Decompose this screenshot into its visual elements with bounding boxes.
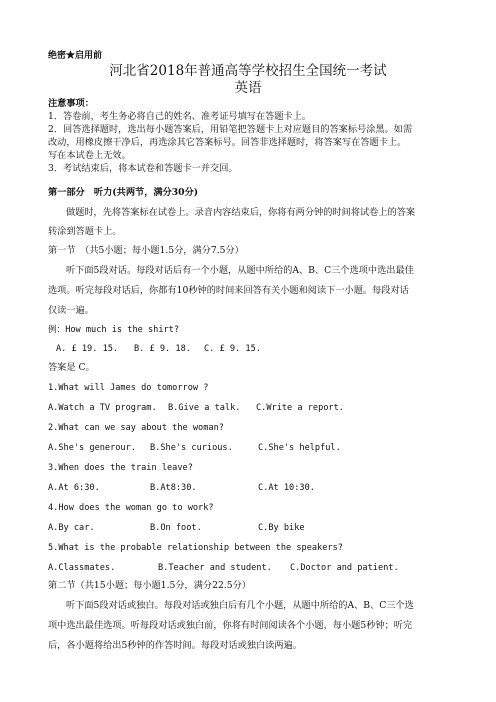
question: 2.What can we say about the woman? xyxy=(48,423,224,433)
option: B. £ 9. 18. xyxy=(134,344,191,354)
section1-instructions: 听下面5段对话。每段对话后有一个小题，从题中所给的A、B、C三个选项中选出最佳 xyxy=(66,265,414,276)
question: 4.How does the woman go to work? xyxy=(48,503,214,513)
notice-item: 改动，用橡皮擦干净后，再选涂其它答案标号。回答非选择题时，将答案写在答题卡上。 xyxy=(48,137,407,148)
section2-heading: 第二节（共15小题；每小题1.5分，满分22.5分） xyxy=(48,580,251,591)
notice-item: 3．考试结束后，将本试卷和答题卡一并交回。 xyxy=(48,163,238,174)
notice-item: 1．答卷前，考生务必将自己的姓名、准考证号填写在答题卡上。 xyxy=(48,111,312,122)
option: C.She's helpful. xyxy=(258,443,341,453)
section1-instructions: 仅读一遍。 xyxy=(48,305,94,316)
option: B.On foot. xyxy=(150,523,202,533)
notice-heading: 注意事项： xyxy=(48,98,94,109)
confidential-label: 绝密★启用前 xyxy=(48,51,103,61)
option: A.Watch a TV program. xyxy=(48,403,157,413)
option: B.Give a talk. xyxy=(168,403,241,413)
notice-item: 2．回答选择题时，选出每小题答案后，用铅笔把答题卡上对应题目的答案标号涂黑。如需 xyxy=(48,124,413,135)
option: A.Classmates. xyxy=(48,563,116,573)
option: C. £ 9. 15. xyxy=(204,344,261,354)
option: C.At 10:30. xyxy=(258,483,315,493)
example-answer: 答案是 C。 xyxy=(48,362,95,373)
option: A.By car. xyxy=(48,523,95,533)
question: 5.What is the probable relationship between the speakers? xyxy=(48,543,343,553)
part1-intro: 转涂到答题卡上。 xyxy=(48,226,122,237)
section2-instructions: 后，各小题将给出5秒钟的作答时间。每段对话或独白读两遍。 xyxy=(48,640,302,651)
section1-heading: 第一节 （共5小题；每小题1.5分，满分7.5分） xyxy=(48,245,244,256)
example-question: 例：How much is the shirt? xyxy=(48,325,180,335)
option: C.Doctor and patient. xyxy=(290,563,399,573)
option: B.Teacher and student. xyxy=(158,563,272,573)
option: A. £ 19. 15. xyxy=(56,344,119,354)
question: 1.What will James do tomorrow ? xyxy=(48,383,209,393)
section1-instructions: 选项。听完每段对话后，你都有10秒钟的时间来回答有关小题和阅读下一小题。每段对话 xyxy=(48,285,409,296)
option: A.She's generour. xyxy=(48,443,136,453)
option: C.Write a report. xyxy=(256,403,344,413)
option: B.At8:30. xyxy=(150,483,197,493)
subject-title: 英语 xyxy=(234,80,262,96)
option: B.She's curious. xyxy=(150,443,233,453)
exam-title: 河北省2018年普通高等学校招生全国统一考试 xyxy=(109,63,387,79)
section2-instructions: 听下面5段对话或独白。每段对话或独白后有几个小题，从题中所给的A、B、C三个选 xyxy=(66,600,414,611)
option: A.At 6:30. xyxy=(48,483,100,493)
notice-item: 写在本试卷上无效。 xyxy=(48,150,131,161)
part1-intro: 做题时，先将答案标在试卷上。录音内容结束后，你将有两分钟的时间将试卷上的答案 xyxy=(66,207,416,218)
part1-heading: 第一部分 听力(共两节，满分30分) xyxy=(48,187,199,198)
question: 3.When does the train leave? xyxy=(48,463,193,473)
option: C.By bike xyxy=(258,523,305,533)
section2-instructions: 项中选出最佳选项。听每段对话或独白前，你将有时间阅读各个小题，每小题5秒钟；听完 xyxy=(48,620,413,631)
